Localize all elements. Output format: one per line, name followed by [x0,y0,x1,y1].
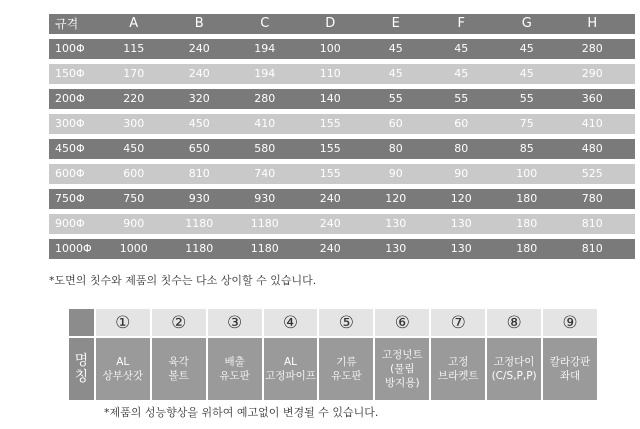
spec-value-cell: 120 [385,192,407,205]
part-name-cell [487,338,541,400]
spec-header-col: E [391,16,400,31]
spec-value-cell: 930 [188,192,210,205]
spec-row [49,214,635,234]
spec-size-cell: 600Φ [55,167,85,180]
part-name-stack [438,355,479,383]
spec-value-cell: 240 [319,192,341,205]
spec-value-cell: 155 [319,167,341,180]
spec-value-cell: 45 [454,42,469,55]
spec-value-cell: 180 [516,242,538,255]
spec-header-col: G [521,16,532,31]
spec-value-cell: 45 [519,42,534,55]
spec-value-cell: 55 [454,92,469,105]
spec-value-cell: 55 [388,92,403,105]
spec-value-cell: 170 [123,67,145,80]
part-name-line: 상부삿갓 [102,370,144,382]
spec-row [49,189,635,209]
spec-value-cell: 900 [123,217,145,230]
spec-value-cell: 100 [516,167,538,180]
spec-value-cell: 110 [319,67,341,80]
spec-value-cell: 450 [188,117,210,130]
spec-value-cell: 130 [385,217,407,230]
part-name-line: 고정다이 [493,356,535,368]
part-name-cell [208,338,262,400]
parts-name-label [69,338,94,400]
spec-size-cell: 100Φ [55,42,85,55]
part-name-line: 유도판 [219,370,250,382]
spec-value-cell: 220 [123,92,145,105]
spec-value-cell: 360 [581,92,603,105]
spec-row [49,64,635,84]
spec-value-cell: 280 [254,92,276,105]
spec-size-cell: 300Φ [55,117,85,130]
part-name-stack [331,355,361,383]
spec-size-cell: 750Φ [55,192,85,205]
part-number-cell: ⑧ [487,309,541,336]
part-number-cell: ② [152,309,206,336]
part-name-line: 칼라강판 [549,356,591,368]
spec-value-cell: 740 [254,167,276,180]
part-number-cell: ① [96,309,150,336]
spec-value-cell: 240 [188,42,210,55]
spec-header-col: F [457,16,465,31]
spec-value-cell: 90 [388,167,403,180]
part-name-cell [543,338,597,400]
parts-table [69,309,597,400]
part-name-cell [264,338,318,400]
spec-value-cell: 780 [581,192,603,205]
part-name-cell [431,338,485,400]
spec-size-cell: 450Φ [55,142,85,155]
spec-size-cell: 1000Φ [55,242,92,255]
spec-value-cell: 750 [123,192,145,205]
spec-row [49,239,635,259]
spec-value-cell: 180 [516,217,538,230]
spec-value-cell: 120 [450,192,472,205]
part-name-line: AL [283,356,298,368]
spec-value-cell: 280 [581,42,603,55]
part-name-cell [319,338,373,400]
spec-value-cell: 650 [188,142,210,155]
parts-name-row [69,338,597,400]
part-name-line: AL [116,356,130,368]
spec-value-cell: 45 [519,67,534,80]
spec-size-cell: 900Φ [55,217,85,230]
spec-value-cell: 80 [388,142,403,155]
spec-value-cell: 75 [519,117,534,130]
parts-label-char-2: 칭 [74,369,89,385]
part-name-line: 기류 [336,356,357,368]
spec-row [49,89,635,109]
part-name-stack [550,355,591,383]
spec-size-cell: 150Φ [55,67,85,80]
spec-value-cell: 410 [254,117,276,130]
part-name-cell [96,338,150,400]
spec-value-cell: 155 [319,117,341,130]
spec-value-cell: 300 [123,117,145,130]
spec-header-col: H [587,16,598,31]
spec-value-cell: 580 [254,142,276,155]
spec-value-cell: 1180 [250,217,279,230]
spec-value-cell: 60 [454,117,469,130]
part-name-line: 육각 [168,356,189,368]
dimension-note: *도면의 칫수와 제품의 칫수는 다소 상이할 수 있습니다. [49,274,317,287]
spec-value-cell: 240 [319,217,341,230]
part-name-line: 방지용) [385,377,420,389]
spec-value-cell: 240 [319,242,341,255]
spec-header-col: D [325,16,336,31]
spec-value-cell: 140 [319,92,341,105]
spec-value-cell: 90 [454,167,469,180]
spec-value-cell: 480 [581,142,603,155]
spec-row [49,114,635,134]
spec-value-cell: 450 [123,142,145,155]
part-name-stack [169,355,189,383]
part-name-stack [382,348,423,390]
spec-header-col: A [129,16,139,31]
spec-header-col: B [194,16,204,31]
spec-value-cell: 1000 [119,242,148,255]
spec-value-cell: 240 [188,67,210,80]
part-name-cell [375,338,429,400]
spec-value-cell: 194 [254,42,276,55]
part-number-cell: ⑥ [375,309,429,336]
notice-note: *제품의 성능향상을 위하여 예고없이 변경될 수 있습니다. [104,406,379,419]
part-name-line: 고정 [448,356,469,368]
spec-value-cell: 155 [319,142,341,155]
spec-value-cell: 410 [581,117,603,130]
parts-number-row [69,309,597,336]
part-name-line: 브라켓트 [437,370,479,382]
spec-value-cell: 130 [450,242,472,255]
spec-value-cell: 600 [123,167,145,180]
spec-value-cell: 80 [454,142,469,155]
part-name-line: 고정넛트 [382,349,423,361]
part-name-line: 좌대 [559,370,581,382]
spec-value-cell: 1180 [250,242,279,255]
part-name-line: 볼트 [168,370,189,382]
spec-value-cell: 100 [319,42,341,55]
spec-value-cell: 810 [581,217,603,230]
spec-value-cell: 1180 [185,217,214,230]
spec-header-row [49,14,635,34]
spec-value-cell: 525 [581,167,603,180]
spec-row [49,139,635,159]
part-name-line: 고정파이프 [265,370,316,382]
part-number-cell: ⑨ [543,309,597,336]
part-name-stack [219,355,249,383]
spec-row [49,164,635,184]
spec-value-cell: 45 [388,67,403,80]
spec-value-cell: 130 [385,242,407,255]
spec-size-cell: 200Φ [55,92,85,105]
spec-value-cell: 115 [123,42,145,55]
spec-value-cell: 130 [450,217,472,230]
spec-header-col: C [260,16,270,31]
spec-value-cell: 45 [388,42,403,55]
spec-value-cell: 810 [188,167,210,180]
part-number-cell: ⑤ [319,309,373,336]
part-name-line: 유도판 [331,370,362,382]
part-name-line: (C/S,P,P) [491,370,537,382]
part-number-cell: ③ [208,309,262,336]
spec-header-size: 규격 [55,17,79,31]
part-name-stack [492,355,537,383]
part-number-cell: ④ [264,309,318,336]
parts-label-char-1: 명 [74,353,89,369]
spec-value-cell: 55 [519,92,534,105]
spec-value-cell: 85 [519,142,534,155]
part-name-line: (물림 [390,363,415,375]
spec-value-cell: 60 [388,117,403,130]
spec-value-cell: 290 [581,67,603,80]
spec-value-cell: 1180 [185,242,214,255]
parts-number-lead [69,309,94,336]
spec-value-cell: 45 [454,67,469,80]
spec-value-cell: 320 [188,92,210,105]
part-number-cell: ⑦ [431,309,485,336]
part-name-line: 배출 [224,356,245,368]
spec-value-cell: 930 [254,192,276,205]
part-name-stack [265,355,316,383]
part-name-stack [102,355,143,383]
spec-value-cell: 194 [254,67,276,80]
spec-value-cell: 810 [581,242,603,255]
spec-value-cell: 180 [516,192,538,205]
part-name-cell [152,338,206,400]
spec-row [49,39,635,59]
spec-body [49,39,635,259]
spec-table [49,14,635,264]
